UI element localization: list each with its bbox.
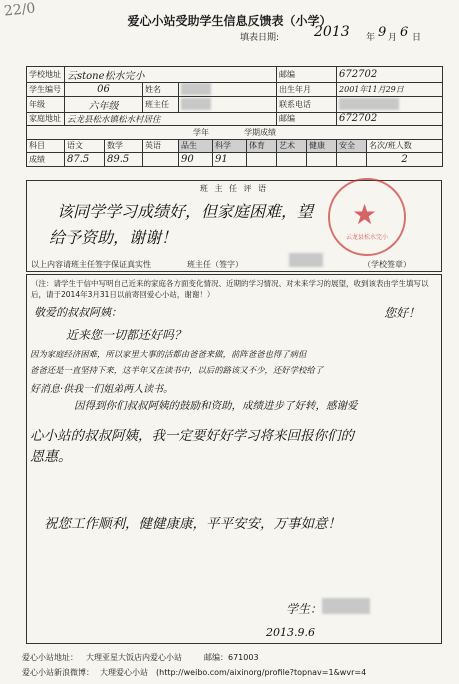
score-cell[interactable]: 91 bbox=[213, 153, 247, 167]
teacher-comment-footnote: 以上内容请班主任签字保证真实性 bbox=[31, 260, 151, 269]
subject-cell: 健康 bbox=[307, 139, 337, 153]
birth-value[interactable]: 2001年11月29日 bbox=[337, 83, 443, 97]
home-value[interactable]: 云龙县松水镇松水村居住 bbox=[65, 112, 277, 126]
fill-date-nian: 年 bbox=[366, 33, 376, 43]
postcode2-label: 邮编 bbox=[277, 112, 337, 126]
stamp-text: 云龙县松水完小 bbox=[345, 234, 388, 241]
redacted-teacher bbox=[181, 98, 211, 110]
fill-date-year: 2013 bbox=[314, 24, 350, 40]
postcode-value[interactable]: 672702 bbox=[337, 67, 443, 83]
phone-label: 联系电话 bbox=[277, 96, 337, 112]
name-value[interactable] bbox=[179, 83, 277, 97]
corner-note: 22/0 bbox=[3, 0, 37, 20]
phone-value[interactable] bbox=[337, 96, 443, 112]
subject-cell: 语文 bbox=[65, 139, 105, 153]
score-cell[interactable]: 2 bbox=[367, 153, 443, 167]
grade-label: 年级 bbox=[27, 96, 65, 112]
score-cell[interactable] bbox=[143, 153, 179, 167]
footer-address-label: 爱心小站地址： bbox=[22, 653, 78, 662]
grade-value[interactable]: 六年级 bbox=[65, 96, 143, 112]
grades-header-year: 学年 bbox=[192, 127, 209, 137]
footer-weibo bbox=[22, 667, 366, 678]
score-cell[interactable] bbox=[247, 153, 277, 167]
subject-cell: 体育 bbox=[247, 139, 277, 153]
letter-line: 爸爸还是一直坚持下来，这半年又在读书中，以后的路该又不少，还好学校给了 bbox=[30, 365, 324, 375]
letter-signature-label: 学生： bbox=[286, 602, 323, 616]
score-cell[interactable] bbox=[337, 153, 367, 167]
letter-line: 恩惠。 bbox=[30, 449, 72, 465]
subject-cell: 安全 bbox=[337, 139, 367, 153]
teacher-comment-heading: 班 主 任 评 语 bbox=[199, 184, 269, 193]
footer-weibo-value: 大理爱心小站 bbox=[100, 668, 148, 677]
fill-date-label: 填表日期: bbox=[240, 33, 280, 43]
fill-date-month: 9 bbox=[378, 25, 387, 40]
footer-weibo-url[interactable]: (http://weibo.com/aixinorg/profile?topnav=1&wvr=4 bbox=[156, 668, 367, 677]
student-info-table bbox=[26, 66, 443, 167]
student-no-label: 学生编号 bbox=[27, 83, 65, 97]
footer-address-value: 大理亚星大饭店内爱心小站 bbox=[86, 653, 182, 662]
redacted-student-name bbox=[322, 598, 370, 614]
fill-date-ri: 日 bbox=[412, 33, 422, 43]
letter-line: 心小站的叔叔阿姨，我一定要好好学习将来回报你们的 bbox=[30, 428, 354, 444]
subject-cell: 名次/班人数 bbox=[367, 139, 443, 153]
letter-date: 2013.9.6 bbox=[266, 626, 315, 639]
letter-line: 祝您工作顺利，健健康康，平平安安，万事如意！ bbox=[44, 516, 341, 532]
teacher-value[interactable] bbox=[179, 96, 277, 112]
name-label: 姓名 bbox=[143, 83, 179, 97]
grades-header-term: 学期成绩 bbox=[244, 127, 277, 137]
fill-date-day: 6 bbox=[400, 25, 409, 40]
letter-line: 因为家庭经济困难，所以家里大事的活都由爸爸来做，前阵爸爸也得了病但 bbox=[30, 349, 307, 359]
subject-cell: 艺术 bbox=[277, 139, 307, 153]
score-cell[interactable]: 87.5 bbox=[65, 153, 105, 167]
birth-label: 出生年月 bbox=[277, 83, 337, 97]
postcode-label: 邮编 bbox=[277, 67, 337, 83]
school-label: 学校地址 bbox=[27, 67, 65, 83]
letter-line: 敬爱的叔叔阿姨： bbox=[34, 306, 122, 319]
redacted-phone bbox=[339, 98, 399, 110]
score-cell[interactable] bbox=[277, 153, 307, 167]
fill-date-yue: 月 bbox=[388, 33, 398, 43]
subject-cell: 英语 bbox=[143, 139, 179, 153]
letter-line: 近来您一切都还好吗？ bbox=[66, 328, 187, 342]
school-value[interactable]: 云stone松水完小 bbox=[65, 67, 277, 83]
stamp-star-icon: ★ bbox=[352, 198, 378, 231]
school-seal-label: （学校签章） bbox=[363, 260, 411, 269]
footer-postcode-value: 671003 bbox=[228, 653, 259, 662]
footer-weibo-label: 爱心小站新浪微博： bbox=[22, 668, 94, 677]
teacher-comment-line1: 该同学学习成绩好，但家庭困难，望 bbox=[57, 202, 314, 221]
subjects-row bbox=[27, 139, 443, 153]
school-seal-stamp bbox=[328, 178, 406, 256]
letter-line: 好消息·供我一们姐弟两人读书。 bbox=[30, 384, 174, 395]
footer-address bbox=[22, 652, 259, 663]
score-cell: 成绩 bbox=[27, 153, 65, 167]
subject-cell: 科目 bbox=[27, 139, 65, 153]
teacher-signature-label: 班主任（签字） bbox=[187, 260, 243, 269]
scores-row bbox=[27, 153, 443, 167]
teacher-comment-line2: 给予资助，谢谢！ bbox=[49, 228, 178, 247]
teacher-label: 班主任 bbox=[143, 96, 179, 112]
subject-cell: 科学 bbox=[213, 139, 247, 153]
grades-header bbox=[27, 126, 443, 140]
subject-cell: 品生 bbox=[179, 139, 213, 153]
score-cell[interactable] bbox=[307, 153, 337, 167]
letter-notice: （注：请学生于信中写明自己近来的家庭各方面变化情况、近期的学习情况、对未来学习的展望，收到该表由学生填写以后，请于2014年3月31日以前寄回爱心小站，谢谢！） bbox=[31, 279, 429, 299]
letter-line: 因得到你们叔叔阿姨的鼓励和资助，成绩进步了好转，感谢爱 bbox=[74, 400, 358, 412]
subject-cell: 数学 bbox=[105, 139, 143, 153]
footer-postcode-label: 邮编： bbox=[204, 653, 228, 662]
score-cell[interactable]: 89.5 bbox=[105, 153, 143, 167]
form-title: 爱心小站受助学生信息反馈表（小学） bbox=[127, 14, 332, 28]
redacted-signature bbox=[289, 253, 323, 267]
postcode2-value[interactable]: 672702 bbox=[337, 112, 443, 126]
score-cell[interactable]: 90 bbox=[179, 153, 213, 167]
letter-line: 您好！ bbox=[384, 306, 421, 320]
student-no-value[interactable]: 06 bbox=[65, 83, 143, 97]
home-label: 家庭地址 bbox=[27, 112, 65, 126]
redacted-name bbox=[181, 83, 211, 95]
